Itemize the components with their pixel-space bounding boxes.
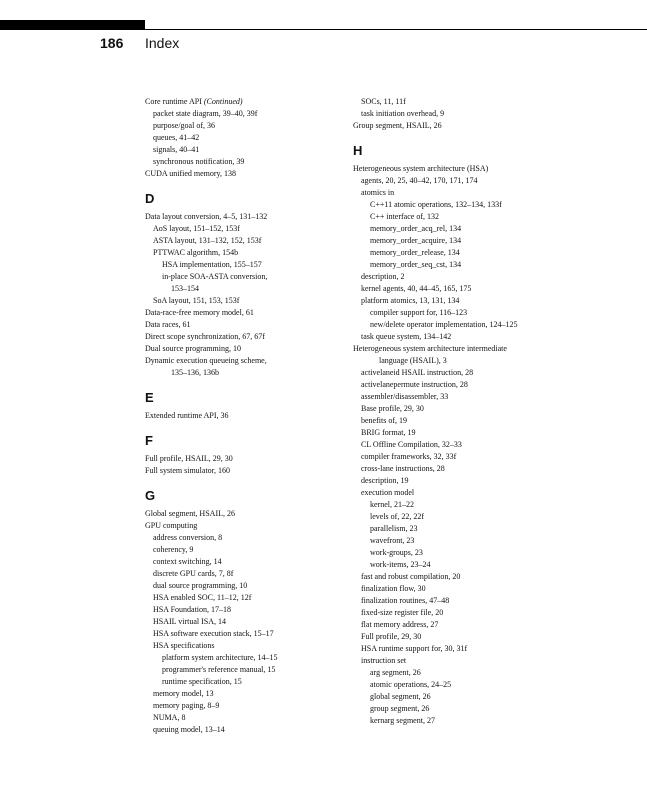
index-entry-text: Data-race-free memory model, 61: [145, 308, 254, 317]
index-entry-text: signals, 40–41: [153, 145, 200, 154]
index-entry-text: HSA enabled SOC, 11–12, 12f: [153, 593, 252, 602]
continued-label: (Continued): [203, 97, 243, 106]
index-entry: [145, 688, 335, 700]
index-entry-text: 135–136, 136b: [171, 368, 219, 377]
index-entry: [353, 523, 568, 535]
index-entry-text: group segment, 26: [370, 704, 430, 713]
index-entry: [353, 535, 568, 547]
index-entry-text: Dual source programming, 10: [145, 344, 241, 353]
index-entry: [145, 532, 335, 544]
index-entry-text: platform system architecture, 14–15: [162, 653, 278, 662]
index-entry: [353, 319, 568, 331]
index-entry-text: synchronous notification, 39: [153, 157, 245, 166]
index-entry: [145, 580, 335, 592]
index-entry-text: BRIG format, 19: [361, 428, 416, 437]
index-entry-text: levels of, 22, 22f: [370, 512, 424, 521]
index-entry: [353, 691, 568, 703]
index-entry-text: Extended runtime API, 36: [145, 411, 229, 420]
index-entry-text: Direct scope synchronization, 67, 67f: [145, 332, 265, 341]
index-entry: [353, 583, 568, 595]
index-entry-text: instruction set: [361, 656, 407, 665]
index-column-left: [145, 96, 335, 736]
index-entry: [353, 607, 568, 619]
index-entry: [145, 307, 335, 319]
index-entry: [145, 223, 335, 235]
index-entry: [353, 120, 568, 132]
index-entry: [353, 679, 568, 691]
index-entry-text: agents, 20, 25, 40–42, 170, 171, 174: [361, 176, 478, 185]
index-entry-text: Dynamic execution queueing scheme,: [145, 356, 267, 365]
index-entry: [145, 410, 335, 422]
index-entry: [145, 120, 335, 132]
index-entry: [145, 724, 335, 736]
index-entry: [353, 487, 568, 499]
index-entry: [353, 199, 568, 211]
index-entry: [353, 547, 568, 559]
header-rule-thick: [0, 20, 145, 30]
index-entry: [353, 715, 568, 727]
index-entry-text: packet state diagram, 39–40, 39f: [153, 109, 258, 118]
index-entry-text: execution model: [361, 488, 415, 497]
index-entry-text: runtime specification, 15: [162, 677, 242, 686]
index-entry: [145, 628, 335, 640]
index-entry-text: work-groups, 23: [370, 548, 423, 557]
index-section-letter: E: [145, 390, 154, 405]
index-entry: [145, 700, 335, 712]
index-entry-text: memory_order_acq_rel, 134: [370, 224, 462, 233]
index-entry-text: in-place SOA-ASTA conversion,: [162, 272, 268, 281]
index-entry: [353, 331, 568, 343]
index-entry-text: compiler frameworks, 32, 33f: [361, 452, 457, 461]
index-entry-text: PTTWAC algorithm, 154b: [153, 248, 239, 257]
index-entry-text: GPU computing: [145, 521, 198, 530]
index-entry: [145, 616, 335, 628]
index-entry-text: fixed-size register file, 20: [361, 608, 444, 617]
index-entry: [145, 168, 335, 180]
index-entry: [145, 156, 335, 168]
index-entry-text: dual source programming, 10: [153, 581, 248, 590]
index-entry: [353, 247, 568, 259]
index-entry-text: new/delete operator implementation, 124–125: [370, 320, 518, 329]
index-entry: [353, 427, 568, 439]
index-entry-text: NUMA, 8: [153, 713, 186, 722]
index-entry: [145, 453, 335, 465]
index-entry-text: HSAIL virtual ISA, 14: [153, 617, 227, 626]
index-entry-text: programmer's reference manual, 15: [162, 665, 276, 674]
index-entry-text: memory model, 13: [153, 689, 214, 698]
index-entry: [145, 652, 335, 664]
index-entry-text: CL Offline Compilation, 32–33: [361, 440, 462, 449]
index-entry: [353, 499, 568, 511]
index-entry-text: SoA layout, 151, 153, 153f: [153, 296, 240, 305]
index-entry-text: platform atomics, 13, 131, 134: [361, 296, 460, 305]
index-entry: [353, 259, 568, 271]
index-entry: [353, 451, 568, 463]
index-entry-text: context switching, 14: [153, 557, 222, 566]
index-entry-text: discrete GPU cards, 7, 8f: [153, 569, 234, 578]
index-entry: [353, 175, 568, 187]
index-entry-text: CUDA unified memory, 138: [145, 169, 237, 178]
index-entry: [353, 511, 568, 523]
index-entry-text: benefits of, 19: [361, 416, 407, 425]
index-entry: [145, 96, 335, 108]
index-entry-text: flat memory address, 27: [361, 620, 439, 629]
index-entry: [353, 559, 568, 571]
index-entry-text: memory paging, 8–9: [153, 701, 220, 710]
index-column-right: [353, 96, 568, 727]
index-entry-text: 153–154: [171, 284, 199, 293]
index-entry: [353, 235, 568, 247]
index-entry-text: kernel agents, 40, 44–45, 165, 175: [361, 284, 472, 293]
index-entry: [353, 475, 568, 487]
index-entry-text: memory_order_seq_cst, 134: [370, 260, 462, 269]
index-entry: [353, 108, 568, 120]
index-entry: [353, 187, 568, 199]
index-entry: [353, 439, 568, 451]
index-entry: [353, 391, 568, 403]
index-entry-text: finalization routines, 47–48: [361, 596, 450, 605]
index-entry-text: address conversion, 8: [153, 533, 223, 542]
index-section-letter: F: [145, 433, 153, 448]
index-section-letter: H: [353, 143, 363, 158]
index-entry-text: atomic operations, 24–25: [370, 680, 452, 689]
index-entry-text: atomics in: [361, 188, 395, 197]
index-entry: [353, 403, 568, 415]
index-entry: [145, 664, 335, 676]
index-entry-text: finalization flow, 30: [361, 584, 426, 593]
index-entry-text: coherency, 9: [153, 545, 194, 554]
index-entry: [353, 619, 568, 631]
index-entry-text: Base profile, 29, 30: [361, 404, 424, 413]
index-entry: [145, 132, 335, 144]
index-entry-text: memory_order_release, 134: [370, 248, 460, 257]
index-entry-text: purpose/goal of, 36: [153, 121, 215, 130]
index-entry: [145, 211, 335, 223]
index-entry-text: HSA implementation, 155–157: [162, 260, 262, 269]
index-entry: [353, 283, 568, 295]
index-entry: [353, 379, 568, 391]
index-section-letter: G: [145, 488, 156, 503]
index-entry: [145, 465, 335, 477]
index-entry: [145, 544, 335, 556]
index-entry: [145, 108, 335, 120]
index-entry-text: Group segment, HSAIL, 26: [353, 121, 442, 130]
index-entry-text: work-items, 23–24: [370, 560, 431, 569]
index-entry-text: description, 19: [361, 476, 409, 485]
index-entry-text: compiler support for, 116–123: [370, 308, 468, 317]
index-entry: [145, 235, 335, 247]
index-entry-text: Full system simulator, 160: [145, 466, 231, 475]
index-entry-text: fast and robust compilation, 20: [361, 572, 461, 581]
index-entry-text: global segment, 26: [370, 692, 431, 701]
index-entry: [145, 259, 335, 271]
index-entry: [145, 283, 335, 295]
index-section-letter: D: [145, 191, 155, 206]
index-entry: [353, 631, 568, 643]
index-entry: [353, 415, 568, 427]
index-entry: [353, 163, 568, 175]
index-entry: [145, 640, 335, 652]
index-entry: [145, 319, 335, 331]
index-entry: [145, 556, 335, 568]
index-entry-text: activelaneid HSAIL instruction, 28: [361, 368, 474, 377]
index-entry-text: queues, 41–42: [153, 133, 200, 142]
index-entry-text: memory_order_acquire, 134: [370, 236, 462, 245]
index-entry-text: kernel, 21–22: [370, 500, 414, 509]
index-entry: [145, 247, 335, 259]
index-entry-text: Full profile, 29, 30: [361, 632, 422, 641]
index-entry-text: AoS layout, 151–152, 153f: [153, 224, 240, 233]
index-entry: [353, 595, 568, 607]
index-entry-text: arg segment, 26: [370, 668, 421, 677]
index-entry-text: cross-lane instructions, 28: [361, 464, 445, 473]
index-entry-text: Data races, 61: [145, 320, 191, 329]
page-title: Index: [145, 35, 180, 51]
index-entry-text: language (HSAIL), 3: [379, 356, 447, 365]
index-entry: [145, 367, 335, 379]
index-entry-text: C++11 atomic operations, 132–134, 133f: [370, 200, 502, 209]
index-entry-text: Global segment, HSAIL, 26: [145, 509, 235, 518]
index-entry: [145, 568, 335, 580]
index-entry: [353, 271, 568, 283]
index-entry: [145, 271, 335, 283]
index-entry-text: Full profile, HSAIL, 29, 30: [145, 454, 233, 463]
index-entry-text: ASTA layout, 131–132, 152, 153f: [153, 236, 262, 245]
index-entry: [145, 520, 335, 532]
index-entry: [353, 667, 568, 679]
index-entry: [353, 367, 568, 379]
index-entry-text: HSA Foundation, 17–18: [153, 605, 232, 614]
index-entry: [353, 343, 568, 355]
page-number: 186: [100, 35, 124, 51]
index-entry: [145, 676, 335, 688]
index-entry-text: HSA software execution stack, 15–17: [153, 629, 274, 638]
index-entry: [145, 295, 335, 307]
index-entry-text: Heterogeneous system architecture intermediate: [353, 344, 507, 353]
index-entry: [353, 211, 568, 223]
index-entry-text: Core runtime API: [145, 97, 204, 106]
index-entry: [353, 307, 568, 319]
index-entry: [353, 223, 568, 235]
index-entry-text: task queue system, 134–142: [361, 332, 452, 341]
index-entry-text: assembler/disassembler, 33: [361, 392, 449, 401]
index-entry-text: queuing model, 13–14: [153, 725, 225, 734]
index-entry-text: HSA specifications: [153, 641, 215, 650]
index-entry-text: activelanepermute instruction, 28: [361, 380, 468, 389]
index-entry: [145, 331, 335, 343]
index-entry: [353, 703, 568, 715]
index-entry-text: description, 2: [361, 272, 405, 281]
index-entry: [353, 643, 568, 655]
index-entry: [353, 655, 568, 667]
index-entry-text: task initiation overhead, 9: [361, 109, 445, 118]
index-entry-text: Data layout conversion, 4–5, 131–132: [145, 212, 268, 221]
index-entry-text: C++ interface of, 132: [370, 212, 439, 221]
index-entry-text: SOCs, 11, 11f: [361, 97, 406, 106]
index-entry: [353, 96, 568, 108]
index-entry: [353, 571, 568, 583]
index-entry: [353, 295, 568, 307]
index-entry: [145, 343, 335, 355]
index-entry: [145, 712, 335, 724]
header-rule-thin: [145, 29, 647, 30]
index-entry-text: HSA runtime support for, 30, 31f: [361, 644, 468, 653]
index-entry-text: parallelism, 23: [370, 524, 418, 533]
index-entry: [145, 144, 335, 156]
index-entry: [145, 508, 335, 520]
index-entry-text: wavefront, 23: [370, 536, 415, 545]
index-entry: [353, 355, 568, 367]
index-entry-text: kernarg segment, 27: [370, 716, 435, 725]
index-entry-text: Heterogeneous system architecture (HSA): [353, 164, 489, 173]
index-entry: [353, 463, 568, 475]
index-entry: [145, 592, 335, 604]
index-entry: [145, 355, 335, 367]
index-entry: [145, 604, 335, 616]
